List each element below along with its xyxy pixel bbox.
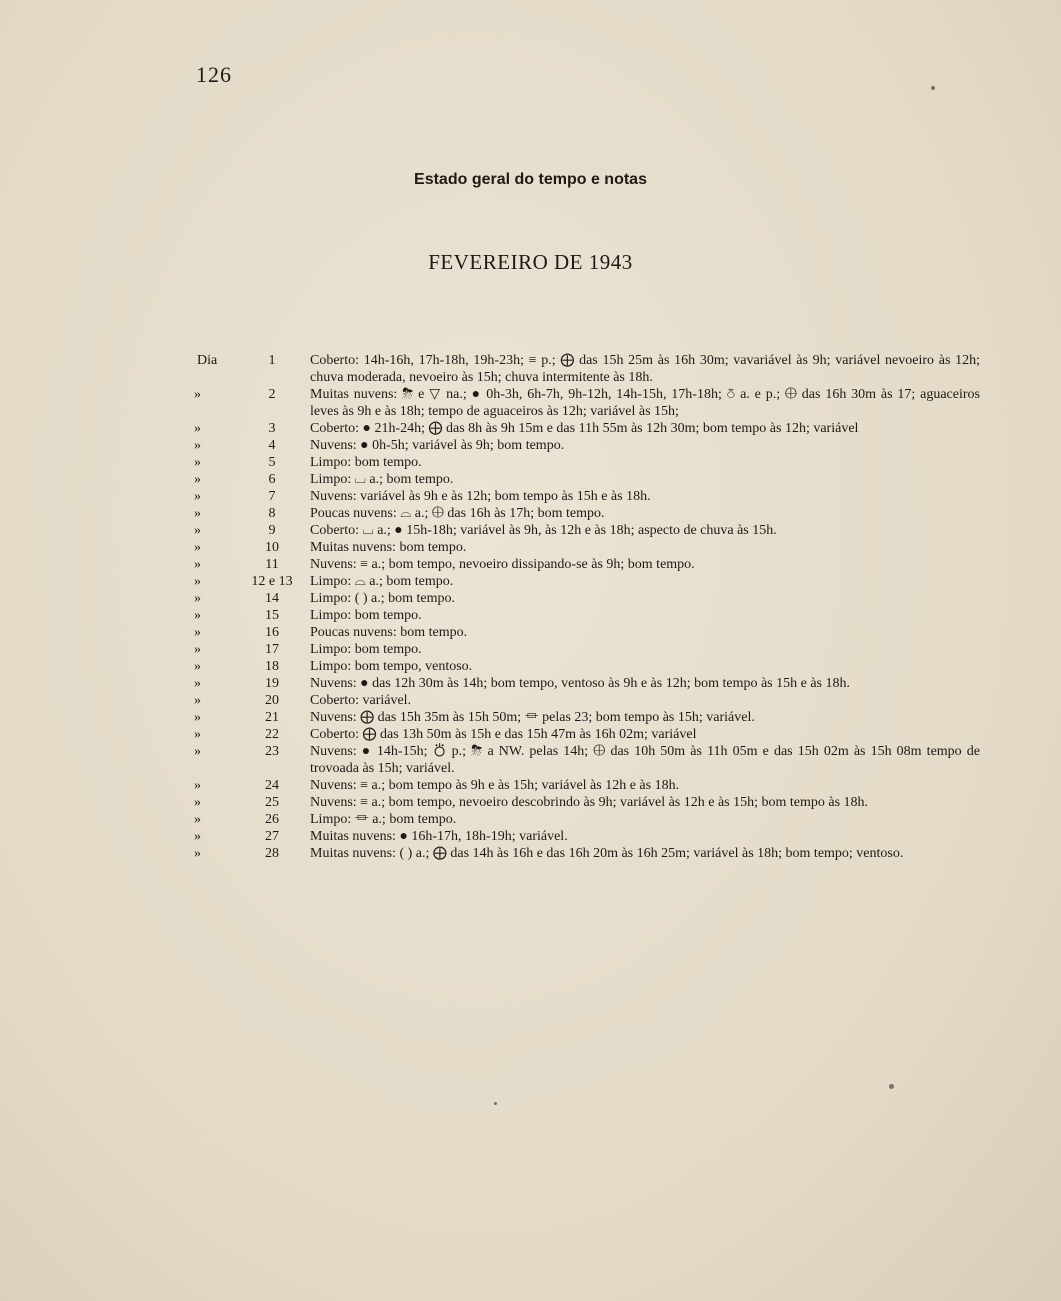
entry-text: Limpo: bom tempo. [310,455,422,470]
entry-day: 8 [268,506,276,521]
entry-marker: » [194,557,201,572]
entry-day: 28 [265,846,279,861]
page-title: Estado geral do tempo e notas [414,171,647,188]
entry-day: 19 [265,676,279,691]
entry-text: Poucas nuvens: bom tempo. [310,625,468,640]
entry-marker: » [194,795,201,810]
weather-entry [190,437,980,454]
weather-entry [190,352,980,386]
weather-entry [190,709,980,726]
entry-marker: » [194,387,201,402]
entry-day: 2 [268,387,276,402]
entry-marker: » [194,574,201,589]
entry-marker: » [194,489,201,504]
entry-marker: » [194,727,201,742]
entry-marker: » [194,829,201,844]
entry-day: 23 [265,744,279,759]
paper-speck [494,1102,497,1105]
entry-day: 26 [265,812,279,827]
entry-marker: » [194,846,201,861]
entry-text: Limpo: ( ) a.; bom tempo. [310,591,456,606]
entry-marker: » [194,438,201,453]
entry-marker: » [194,455,201,470]
entry-marker: » [194,642,201,657]
weather-entry [190,777,980,794]
entry-text: Muitas nuvens: ● 16h-17h, 18h-19h; variável. [310,829,568,844]
entry-text: Nuvens: ● 14h-15h; ⛣ p.; ⛈ a NW. pelas 14h; ⨁ das 10h 50m às 11h 05m e das 15h 02m às 15h 08m tempo de trovoada às 15h; variável. [310,744,980,776]
entry-text: Coberto: 14h-16h, 17h-18h, 19h-23h; ≡ p.; ⨁ das 15h 25m às 16h 30m; vavariável às 9h; variável nevoeiro às 12h; chuva moderada, nevoeiro às 15h; chuva intermitente às 18h. [310,353,980,385]
weather-entry [190,607,980,624]
entry-text: Nuvens: ≡ a.; bom tempo às 9h e às 15h; variável às 12h e às 18h. [310,778,680,793]
weather-entry [190,641,980,658]
entry-marker: » [194,608,201,623]
weather-entry [190,828,980,845]
entry-day: 18 [265,659,279,674]
paper-speck [889,1084,894,1089]
paper-speck [931,86,935,90]
entry-text: Coberto: ● 21h-24h; ⨁ das 8h às 9h 15m e das 11h 55m às 12h 30m; bom tempo às 12h; variável [310,421,859,436]
weather-entry [190,420,980,437]
weather-entry [190,522,980,539]
page-number: 126 [196,62,232,87]
entry-text: Poucas nuvens: ⌓ a.; ⨁ das 16h às 17h; bom tempo. [310,506,605,521]
entry-marker: » [194,506,201,521]
entry-marker: » [194,625,201,640]
entry-marker: » [194,693,201,708]
weather-entry [190,488,980,505]
entry-marker: » [194,744,201,759]
weather-entry [190,590,980,607]
entry-day: 5 [268,455,276,470]
entry-day: 3 [268,421,276,436]
entry-text: Coberto: ⨁ das 13h 50m às 15h e das 15h 47m às 16h 02m; variável [310,727,697,742]
entry-marker: » [194,710,201,725]
weather-entry [190,726,980,743]
entry-day: 14 [265,591,279,606]
entry-marker: » [194,421,201,436]
entry-day: 12 e 13 [251,574,293,589]
weather-entry [190,692,980,709]
weather-entry [190,794,980,811]
weather-entry [190,539,980,556]
entry-day: 22 [265,727,279,742]
entry-day: 16 [265,625,279,640]
weather-entry [190,556,980,573]
weather-entry [190,658,980,675]
entry-day: 7 [268,489,276,504]
entry-day: 21 [265,710,279,725]
entry-day: 4 [268,438,276,453]
weather-entry [190,386,980,420]
entry-day: 1 [268,353,276,368]
weather-entry [190,505,980,522]
entry-marker: » [194,659,201,674]
entry-text: Muitas nuvens: ( ) a.; ⨁ das 14h às 16h e das 16h 20m às 16h 25m; variável às 18h; bom tempo; ventoso. [310,846,904,861]
entry-marker: » [194,778,201,793]
entry-text: Coberto: variável. [310,693,412,708]
entry-day: 25 [265,795,279,810]
weather-entries-list [190,352,980,862]
entry-marker: » [194,591,201,606]
entry-marker: » [194,540,201,555]
weather-entry [190,454,980,471]
entry-text: Nuvens: ⨁ das 15h 35m às 15h 50m; ⏛ pelas 23; bom tempo às 15h; variável. [310,710,755,725]
entry-text: Limpo: ⏛ a.; bom tempo. [310,812,457,827]
entry-day: 20 [265,693,279,708]
entry-marker: » [194,812,201,827]
entry-text: Muitas nuvens: bom tempo. [310,540,467,555]
entry-day: 24 [265,778,279,793]
weather-entry [190,845,980,862]
entry-day: 15 [265,608,279,623]
entry-text: Limpo: bom tempo. [310,642,422,657]
entry-day: 17 [265,642,279,657]
page-subtitle: FEVEREIRO DE 1943 [428,250,633,274]
entry-text: Coberto: ⌴ a.; ● 15h-18h; variável às 9h, às 12h e às 18h; aspecto de chuva às 15h. [310,523,777,538]
entry-day: 27 [265,829,279,844]
entry-text: Nuvens: ● 0h-5h; variável às 9h; bom tempo. [310,438,565,453]
weather-entry [190,811,980,828]
entry-marker: » [194,523,201,538]
entry-day: 10 [265,540,279,555]
entry-text: Nuvens: ● das 12h 30m às 14h; bom tempo, ventoso às 9h e às 12h; bom tempo às 15h e às 18h. [310,676,851,691]
entry-day: 11 [265,557,279,572]
weather-entry [190,573,980,590]
weather-entry [190,743,980,777]
entry-text: Limpo: ⌴ a.; bom tempo. [310,472,454,487]
entry-text: Limpo: bom tempo, ventoso. [310,659,473,674]
entry-text: Limpo: ⌓ a.; bom tempo. [310,574,454,589]
entry-marker: » [194,472,201,487]
weather-entry [190,675,980,692]
entry-text: Nuvens: ≡ a.; bom tempo, nevoeiro descobrindo às 9h; variável às 12h e às 15h; bom tempo às 18h. [310,795,869,810]
entry-day: 6 [268,472,276,487]
entry-marker: Dia [197,353,218,368]
entry-day: 9 [268,523,276,538]
entry-text: Limpo: bom tempo. [310,608,422,623]
entry-marker: » [194,676,201,691]
weather-entry [190,471,980,488]
entry-text: Nuvens: variável às 9h e às 12h; bom tempo às 15h e às 18h. [310,489,651,504]
entry-text: Muitas nuvens: ⛈ e ▽ na.; ● 0h-3h, 6h-7h, 9h-12h, 14h-15h, 17h-18h; ⛣ a. e p.; ⨁ das 16h 30m às 17; aguaceiros leves às 9h e às 18h; tempo de aguaceiros às 12h; variável às 15h; [310,387,980,419]
entry-text: Nuvens: ≡ a.; bom tempo, nevoeiro dissipando-se às 9h; bom tempo. [310,557,695,572]
weather-entry [190,624,980,641]
